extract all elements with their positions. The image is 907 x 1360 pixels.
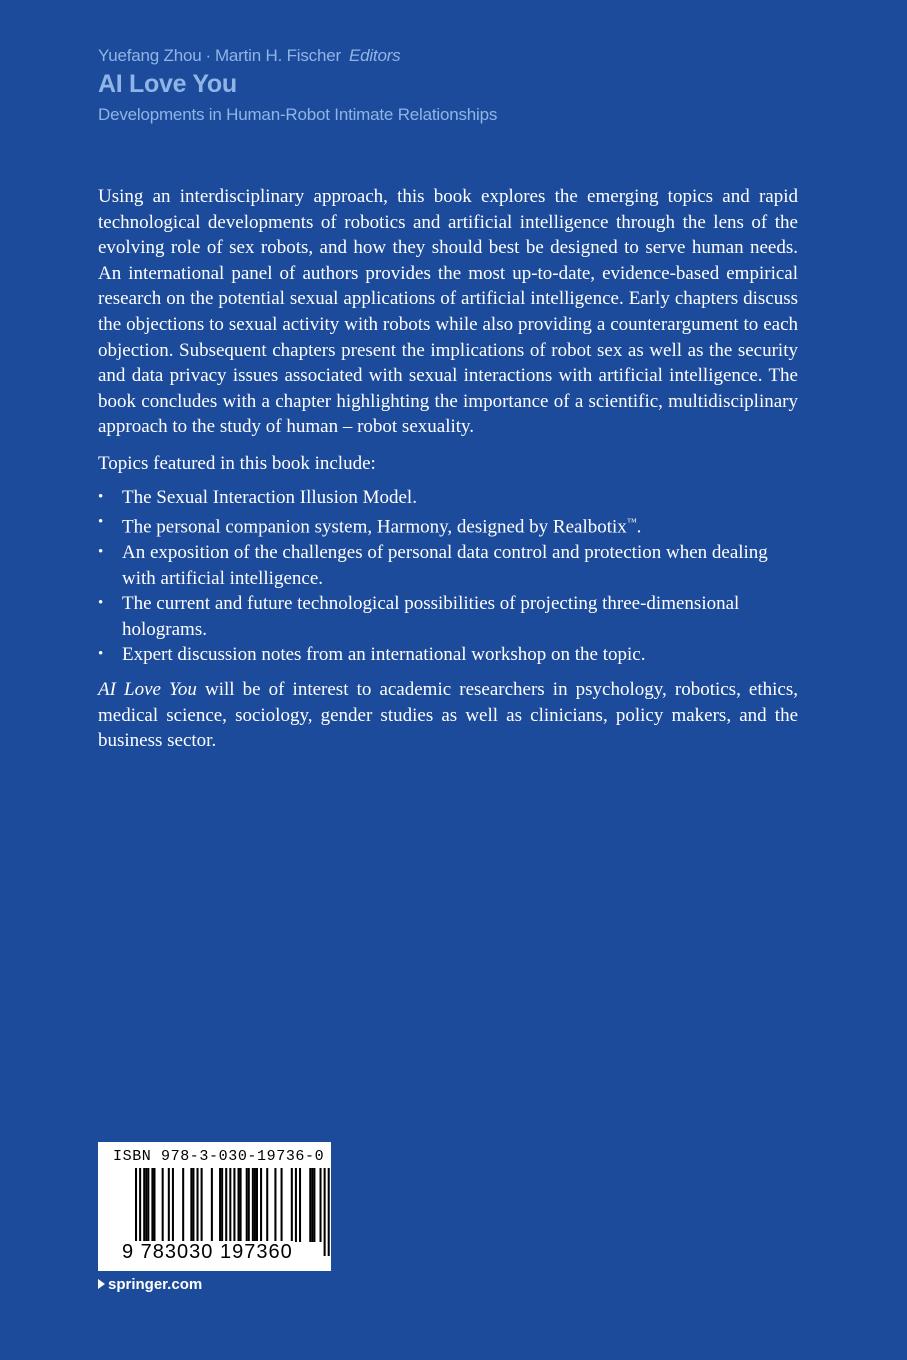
isbn-barcode	[98, 1142, 331, 1271]
arrow-right-icon	[98, 1279, 105, 1289]
barcode-bar	[197, 1168, 199, 1242]
publisher-url: springer.com	[108, 1276, 203, 1293]
barcode-bar	[211, 1168, 213, 1242]
barcode-bar	[145, 1168, 147, 1242]
barcode-bar	[313, 1168, 315, 1242]
list-item: • Expert discussion notes from an international workshop on the topic.	[98, 642, 798, 668]
topic-list	[98, 485, 798, 668]
editor-name-2: Martin H. Fischer	[214, 46, 341, 65]
barcode-bar	[254, 1168, 256, 1242]
barcode-bar	[238, 1168, 240, 1242]
barcode-bar	[324, 1168, 326, 1256]
barcode-bar	[182, 1168, 184, 1242]
barcode-bar	[153, 1168, 155, 1242]
barcode-bar	[172, 1168, 174, 1242]
book-subtitle: Developments in Human-Robot Intimate Relationships	[98, 105, 498, 124]
barcode-bar	[246, 1168, 248, 1242]
barcode-bar	[240, 1168, 242, 1242]
topic-end: .	[636, 516, 642, 538]
barcode-bar	[162, 1168, 164, 1242]
editors-line	[98, 46, 858, 66]
barcode-bar	[320, 1168, 322, 1242]
list-item: • An exposition of the challenges of personal data control and protection when dealing with artificial intelligence.	[98, 540, 798, 591]
barcode-bar	[256, 1168, 258, 1242]
barcode-bar	[252, 1168, 254, 1242]
barcode-bar	[295, 1168, 297, 1242]
barcode-bar	[328, 1168, 330, 1256]
cover-header	[98, 46, 858, 125]
barcode-bar	[225, 1168, 227, 1242]
list-item	[98, 510, 798, 540]
barcode-bar	[201, 1168, 203, 1242]
barcode-bar	[299, 1168, 301, 1242]
isbn-label: ISBN 978-3-030-19736-0	[113, 1148, 325, 1165]
closing-book-title: AI Love You	[98, 679, 197, 701]
barcode-bar	[281, 1168, 283, 1242]
barcode-bar	[143, 1168, 145, 1242]
barcode-bar	[192, 1168, 194, 1242]
barcode-bar	[311, 1168, 313, 1242]
barcode-bar	[248, 1168, 250, 1242]
barcode-bar	[291, 1168, 293, 1242]
description-paragraph: Using an interdisciplinary approach, this book explores the emerging topics and rapid technological developments of robotics and artificial intelligence through the lens of the evolving role of sex robots, and how they should best be designed to serve human needs. An international panel of authors provides the most up-to-date, evidence-based empirical research on the potential sexual applications of artificial intelligence. Early chapters discuss the objections to sexual activity with robots while also providing a counterargument to each objection. Subsequent chapters present the implications of robot sex as well as the security and data privacy issues associated with sexual interactions with artificial intelligence. The book concludes with a chapter highlighting the importance of a scientific, multidisciplinary approach to the study of human – robot sexuality.	[98, 186, 798, 438]
list-item: • The Sexual Interaction Illusion Model.	[98, 485, 798, 511]
trademark-symbol: ™	[626, 517, 637, 529]
barcode-bar	[274, 1168, 276, 1242]
barcode-bar	[219, 1168, 221, 1242]
list-item: • The current and future technological possibilities of projecting three-dimensional holograms.	[98, 591, 798, 642]
editor-separator: ·	[205, 46, 211, 65]
barcode-digits: 9 783030 197360	[122, 1241, 293, 1263]
barcode-bar	[168, 1168, 170, 1242]
barcode-bar	[221, 1168, 223, 1242]
closing-paragraph	[98, 677, 798, 754]
topics-heading: Topics featured in this book include:	[98, 452, 376, 474]
barcode-bar	[190, 1168, 192, 1242]
editor-role: Editors	[348, 46, 401, 65]
closing-text: will be of interest to academic researchers in psychology, robotics, ethics, medical science, sociology, gender studies as well as clinicians, policy makers, and the business sector.	[98, 679, 798, 752]
topic-text: The personal companion system, Harmony, designed by Realbotix	[122, 516, 627, 538]
back-cover-text	[98, 184, 798, 754]
book-title: AI Love You	[98, 70, 237, 98]
barcode-bar	[309, 1168, 311, 1242]
barcode-bar	[151, 1168, 153, 1242]
barcode-bar	[147, 1168, 149, 1242]
publisher-link[interactable]	[98, 1276, 202, 1293]
editor-name-1: Yuefang Zhou	[98, 46, 202, 65]
barcode-bar	[266, 1168, 268, 1242]
barcode-bar	[260, 1168, 262, 1242]
